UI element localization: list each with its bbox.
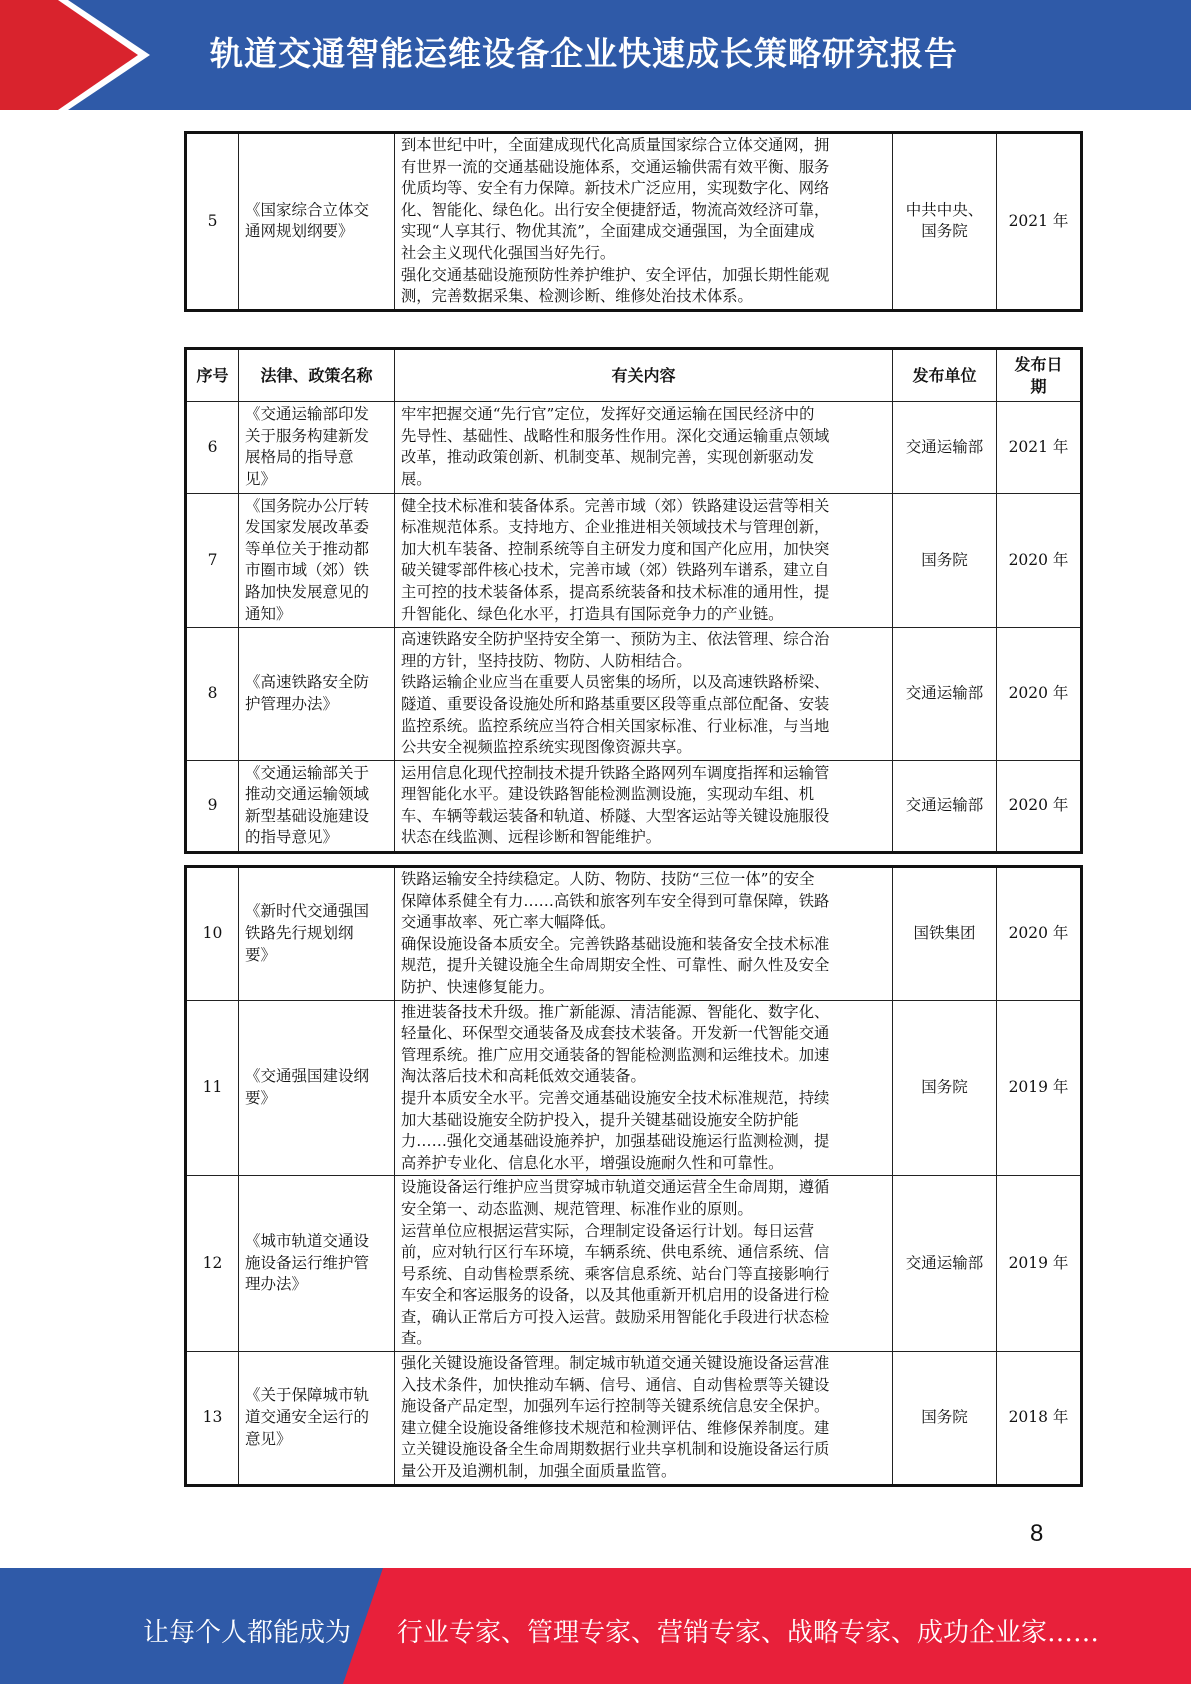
header-red-chevron <box>0 0 150 110</box>
publish-date: 2020 年 <box>997 867 1082 1001</box>
row-number: 13 <box>186 1352 239 1486</box>
policy-content-line: 理智能化水平。建设铁路智能检测监测设施，实现动车组、机 <box>401 785 815 804</box>
policy-content-line: 健全技术标准和装备体系。完善市域（郊）铁路建设运营等相关 <box>401 496 830 515</box>
policy-content-line: 展。 <box>401 469 432 488</box>
policy-content-line: 理的方针，坚持技防、物防、人防相结合。 <box>401 651 692 670</box>
publisher-line: 交通运输部 <box>905 437 984 456</box>
policy-content-line: 车安全和客运服务的设备，以及其他重新开机启用的设备进行检 <box>401 1286 830 1305</box>
policy-name <box>239 1352 395 1486</box>
publisher <box>893 760 997 852</box>
publish-date: 2021 年 <box>997 402 1082 493</box>
policy-content-line: 立关键设施设备全生命周期数据行业共享机制和设施设备运行质 <box>401 1440 830 1459</box>
policy-content-line: 破关键零部件核心技术，完善市域（郊）铁路列车谱系，建立自 <box>401 561 830 580</box>
policy-content-line: 到本世纪中叶，全面建成现代化高质量国家综合立体交通网，拥 <box>401 136 830 154</box>
policy-name-line: 《国务院办公厅转 <box>245 496 370 515</box>
table-row <box>186 867 1082 1001</box>
policy-name <box>239 402 395 493</box>
policy-name <box>239 1176 395 1352</box>
policy-content-line: 升智能化、绿色化水平，打造具有国际竞争力的产业链。 <box>401 604 784 623</box>
header-date <box>997 349 1082 402</box>
table-row <box>186 628 1082 761</box>
policy-content-line: 规范，提升关键设施全生命周期安全性、可靠性、耐久性及安全 <box>401 956 830 975</box>
row-number: 12 <box>186 1176 239 1352</box>
policy-table-part-2 <box>184 347 1083 854</box>
policy-name <box>239 133 395 311</box>
publisher-line: 国务院 <box>921 1078 968 1097</box>
row-number: 10 <box>186 867 239 1001</box>
policy-name-line: 施设备运行维护管 <box>245 1253 370 1272</box>
table-row <box>186 133 1082 311</box>
row-number: 5 <box>186 133 239 311</box>
policy-content-line: 力……强化交通基础设施养护，加强基础设施运行监测检测，提 <box>401 1132 830 1151</box>
policy-content <box>395 493 893 628</box>
publish-date: 2020 年 <box>997 493 1082 628</box>
policy-name-line: 通网规划纲要》 <box>245 222 354 241</box>
policy-content <box>395 628 893 761</box>
policy-name-line: 道交通安全运行的 <box>245 1408 370 1427</box>
row-number: 7 <box>186 493 239 628</box>
policy-content-line: 铁路运输企业应当在重要人员密集的场所，以及高速铁路桥梁、 <box>401 673 830 692</box>
policy-content-line: 确保设施设备本质安全。完善铁路基础设施和装备安全技术标准 <box>401 934 830 953</box>
policy-content-line: 强化关键设施设备管理。制定城市轨道交通关键设施设备运营准 <box>401 1354 830 1373</box>
policy-name-line: 发国家发展改革委 <box>245 518 370 537</box>
publisher-line: 国务院 <box>921 550 968 569</box>
policy-name-line: 《关于保障城市轨 <box>245 1386 370 1405</box>
header-name: 法律、政策名称 <box>239 349 395 402</box>
policy-content-line: 化、智能化、绿色化。出行安全便捷舒适，物流高效经济可靠， <box>401 200 830 219</box>
policy-content-line: 安全第一、动态监测、规范管理、标准作业的原则。 <box>401 1199 753 1218</box>
publish-date: 2019 年 <box>997 1000 1082 1176</box>
table-row <box>186 493 1082 628</box>
policy-name-line: 《新时代交通强国 <box>245 902 370 921</box>
policy-content-line: 主可控的技术装备体系，提高系统装备和技术标准的通用性，提 <box>401 582 830 601</box>
policy-name-line: 市圈市域（郊）铁 <box>245 561 370 580</box>
policy-name-line: 《交通运输部印发 <box>245 405 370 424</box>
row-number: 11 <box>186 1000 239 1176</box>
policy-content-line: 高养护专业化、信息化水平，增强设施耐久性和可靠性。 <box>401 1153 784 1172</box>
page-header <box>0 0 1191 110</box>
publisher <box>893 402 997 493</box>
policy-name-line: 《交通强国建设纲 <box>245 1067 370 1086</box>
policy-name-line: 见》 <box>245 469 277 488</box>
policy-content-line: 隧道、重要设备设施处所和路基重要区段等重点部位配备、安装 <box>401 694 830 713</box>
policy-content-line: 加大基础设施安全防护投入，提升关键基础设施安全防护能 <box>401 1110 799 1129</box>
policy-content-line: 前，应对轨行区行车环境，车辆系统、供电系统、通信系统、信 <box>401 1243 830 1262</box>
policy-name-line: 《高速铁路安全防 <box>245 673 370 692</box>
policy-content-line: 标准规范体系。支持地方、企业推进相关领域技术与管理创新， <box>401 518 830 537</box>
publisher <box>893 867 997 1001</box>
policy-name-line: 要》 <box>245 945 277 964</box>
policy-content-line: 交通事故率、死亡率大幅降低。 <box>401 913 616 932</box>
policy-content-line: 轻量化、环保型交通装备及成套技术装备。开发新一代智能交通 <box>401 1024 830 1043</box>
policy-content-line: 公共安全视频监控系统实现图像资源共享。 <box>401 738 692 757</box>
policy-name-line: 《交通运输部关于 <box>245 763 370 782</box>
publisher-line: 交通运输部 <box>905 1253 984 1272</box>
policy-name-line: 的指导意见》 <box>245 828 339 847</box>
policy-content-line: 施设备产品定型，加强列车运行控制等关键系统信息安全保护。 <box>401 1397 830 1416</box>
policy-content <box>395 760 893 852</box>
policy-content <box>395 1352 893 1486</box>
row-number: 8 <box>186 628 239 761</box>
policy-content-line: 运营单位应根据运营实际，合理制定设备运行计划。每日运营 <box>401 1221 815 1240</box>
table-row <box>186 402 1082 493</box>
publish-date: 2021 年 <box>997 133 1082 311</box>
policy-content-line: 监控系统。监控系统应当符合相关国家标准、行业标准，与当地 <box>401 716 830 735</box>
policy-content-line: 设施设备运行维护应当贯穿城市轨道交通运营全生命周期，遵循 <box>401 1178 830 1197</box>
policy-table-part-3 <box>184 865 1083 1487</box>
policy-content <box>395 1000 893 1176</box>
publisher <box>893 1000 997 1176</box>
policy-content <box>395 1176 893 1352</box>
policy-name-line: 路加快发展意见的 <box>245 582 370 601</box>
policy-content-line: 查，确认正常后方可投入运营。鼓励采用智能化手段进行状态检 <box>401 1307 830 1326</box>
policy-content <box>395 133 893 311</box>
policy-name-line: 《国家综合立体交 <box>245 200 370 219</box>
policy-content-line: 高速铁路安全防护坚持安全第一、预防为主、依法管理、综合治 <box>401 630 830 649</box>
policy-content-line: 车、车辆等载运装备和轨道、桥隧、大型客运站等关键设施服役 <box>401 806 830 825</box>
publisher <box>893 1176 997 1352</box>
policy-content-line: 管理系统。推广应用交通装备的智能检测监测和运维技术。加速 <box>401 1045 830 1064</box>
policy-content-line: 有世界一流的交通基础设施体系，交通运输供需有效平衡、服务 <box>401 157 830 176</box>
policy-name-line: 《城市轨道交通设 <box>245 1232 370 1251</box>
policy-content <box>395 402 893 493</box>
policy-content-line: 量公开及追溯机制，加强全面质量监管。 <box>401 1462 677 1481</box>
policy-content-line: 实现“人享其行、物优其流”，全面建成交通强国，为全面建成 <box>401 222 815 241</box>
table-row <box>186 1352 1082 1486</box>
header-publisher: 发布单位 <box>893 349 997 402</box>
publisher-line: 国铁集团 <box>913 923 976 942</box>
policy-content <box>395 867 893 1001</box>
policy-content-line: 保障体系健全有力……高铁和旅客列车安全得到可靠保障，铁路 <box>401 891 830 910</box>
policy-content-line: 查。 <box>401 1329 432 1348</box>
page-footer <box>0 1568 1191 1684</box>
policy-content-line: 测，完善数据采集、检测诊断、维修处治技术体系。 <box>401 287 753 306</box>
table-header-row <box>186 349 1082 402</box>
publisher <box>893 133 997 311</box>
policy-content-line: 建立健全设施设备维修技术规范和检测评估、维修保养制度。建 <box>401 1418 830 1437</box>
table-row <box>186 1000 1082 1176</box>
footer-slogan-right: 行业专家、管理专家、营销专家、战略专家、成功企业家…… <box>397 1618 1100 1648</box>
policy-name-line: 铁路先行规划纲 <box>245 923 354 942</box>
policy-content-line: 防护、快速修复能力。 <box>401 977 554 996</box>
policy-content-line: 优质均等、安全有力保障。新技术广泛应用，实现数字化、网络 <box>401 179 830 198</box>
publish-date: 2018 年 <box>997 1352 1082 1486</box>
policy-content-line: 淘汰落后技术和高耗低效交通装备。 <box>401 1067 646 1086</box>
publisher <box>893 1352 997 1486</box>
policy-name-line: 推动交通运输领域 <box>245 785 370 804</box>
publisher-line: 中共中央、 <box>905 200 984 219</box>
publisher <box>893 493 997 628</box>
header-date-line2: 期 <box>1030 376 1047 396</box>
policy-content-line: 社会主义现代化强国当好先行。 <box>401 243 616 262</box>
row-number: 6 <box>186 402 239 493</box>
publisher-line: 国务院 <box>921 1408 968 1427</box>
policy-content-line: 运用信息化现代控制技术提升铁路全路网列车调度指挥和运输管 <box>401 763 830 782</box>
policy-name-line: 关于服务构建新发 <box>245 426 370 445</box>
policy-name-line: 通知》 <box>245 604 292 623</box>
report-title: 轨道交通智能运维设备企业快速成长策略研究报告 <box>210 34 958 73</box>
policy-content-line: 入技术条件，加快推动车辆、信号、通信、自动售检票等关键设 <box>401 1375 830 1394</box>
policy-table-part-1 <box>184 131 1083 312</box>
policy-name <box>239 760 395 852</box>
publish-date: 2020 年 <box>997 628 1082 761</box>
policy-name <box>239 493 395 628</box>
policy-name-line: 展格局的指导意 <box>245 448 354 467</box>
policy-content-line: 提升本质安全水平。完善交通基础设施安全技术标准规范，持续 <box>401 1088 830 1107</box>
policy-content-line: 加大机车装备、控制系统等自主研发力度和国产化应用，加快突 <box>401 539 830 558</box>
publisher-line: 交通运输部 <box>905 796 984 815</box>
publish-date: 2019 年 <box>997 1176 1082 1352</box>
page-number: 8 <box>1030 1520 1044 1547</box>
policy-content-line: 铁路运输安全持续稳定。人防、物防、技防“三位一体”的安全 <box>401 870 815 888</box>
policy-content-line: 牢牢把握交通“先行官”定位，发挥好交通运输在国民经济中的 <box>401 405 815 424</box>
footer-slogan-left: 让每个人都能成为 <box>143 1618 352 1648</box>
publisher <box>893 628 997 761</box>
table-row <box>186 1176 1082 1352</box>
policy-content-line: 状态在线监测、远程诊断和智能维护。 <box>401 828 662 847</box>
policy-name-line: 意见》 <box>245 1429 292 1448</box>
publisher-line: 国务院 <box>921 222 968 241</box>
policy-content-line: 先导性、基础性、战略性和服务性作用。深化交通运输重点领域 <box>401 426 830 445</box>
row-number: 9 <box>186 760 239 852</box>
policy-name <box>239 867 395 1001</box>
policy-content-line: 号系统、自动售检票系统、乘客信息系统、站台门等直接影响行 <box>401 1264 830 1283</box>
policy-content-line: 推进装备技术升级。推广新能源、清洁能源、智能化、数字化、 <box>401 1002 830 1021</box>
publisher-line: 交通运输部 <box>905 684 984 703</box>
policy-name <box>239 628 395 761</box>
publish-date: 2020 年 <box>997 760 1082 852</box>
policy-name-line: 理办法》 <box>245 1275 308 1294</box>
header-date-line1: 发布日 <box>1014 355 1063 374</box>
policy-name-line: 要》 <box>245 1088 277 1107</box>
policy-name-line: 等单位关于推动都 <box>245 539 370 558</box>
header-no: 序号 <box>186 349 239 402</box>
policy-name-line: 护管理办法》 <box>245 694 339 713</box>
table-row <box>186 760 1082 852</box>
policy-content-line: 强化交通基础设施预防性养护维护、安全评估，加强长期性能观 <box>401 265 830 284</box>
policy-content-line: 改革，推动政策创新、机制变革、规制完善，实现创新驱动发 <box>401 448 815 467</box>
policy-name <box>239 1000 395 1176</box>
header-content: 有关内容 <box>395 349 893 402</box>
policy-name-line: 新型基础设施建设 <box>245 806 370 825</box>
